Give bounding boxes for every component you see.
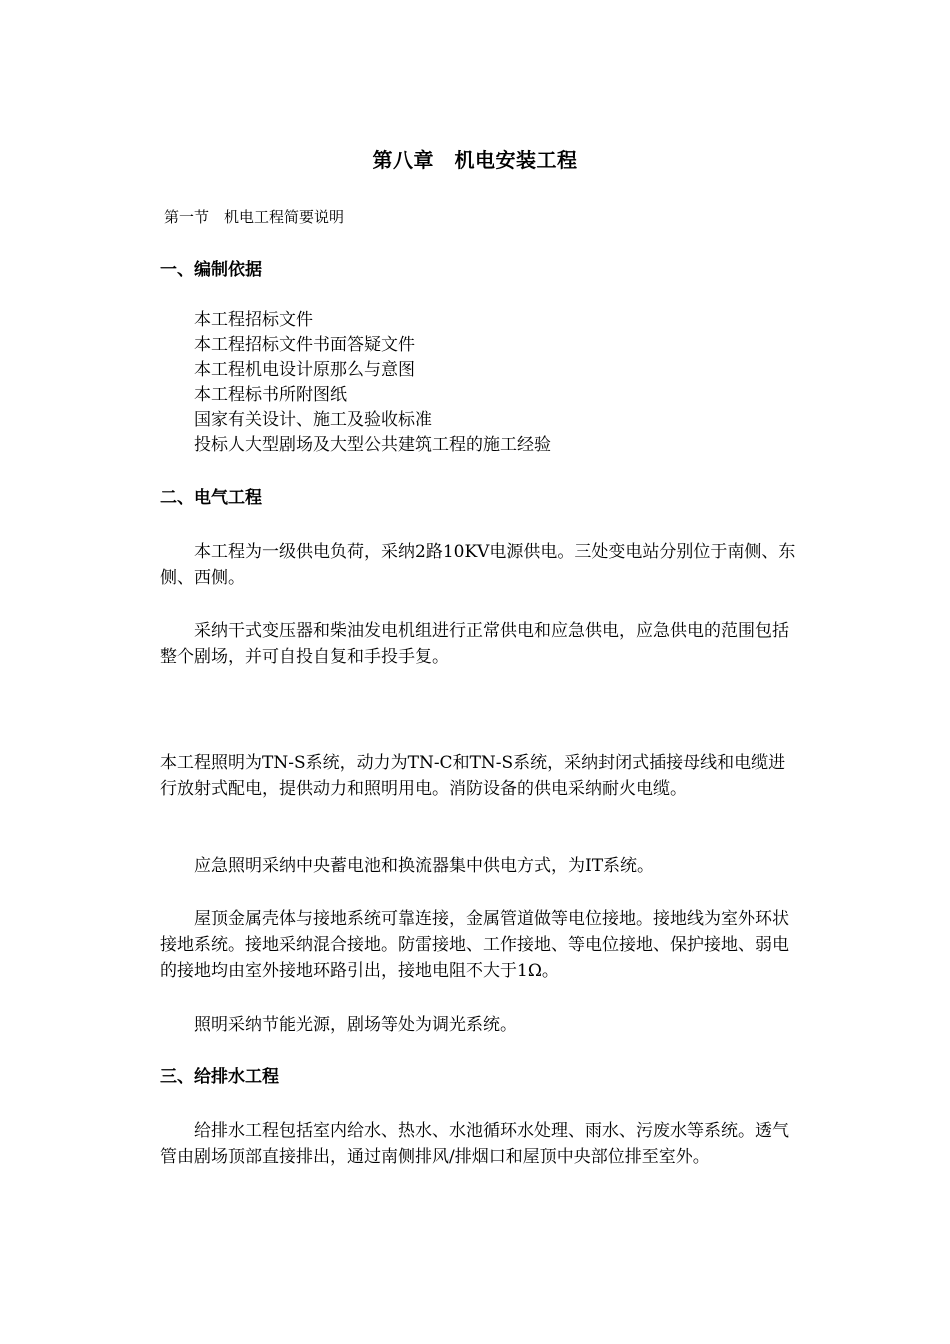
heading-plumbing: 三、给排水工程: [160, 1067, 279, 1087]
section-title: 第一节 机电工程简要说明: [164, 208, 345, 226]
paragraph-lighting: 照明采纳节能光源，剧场等处为调光系统。: [194, 1015, 517, 1035]
list-item: 本工程招标文件书面答疑文件: [194, 335, 415, 355]
list-item: 本工程机电设计原那么与意图: [194, 360, 415, 380]
basis-list: [194, 308, 551, 458]
paragraph-emergency-lighting: 应急照明采纳中央蓄电池和换流器集中供电方式，为IT系统。: [194, 856, 655, 876]
paragraph-power-supply: 本工程为一级供电负荷，采纳2路10KV电源供电。三处变电站分别位于南侧、东侧、西侧。: [160, 542, 796, 588]
heading-compilation-basis: 一、编制依据: [160, 260, 262, 280]
list-item: 本工程招标文件: [194, 310, 313, 330]
paragraph-plumbing: 给排水工程包括室内给水、热水、水池循环水处理、雨水、污废水等系统。透气管由剧场顶部直接排出，通过南侧排风/排烟口和屋顶中央部位排至室外。: [160, 1121, 789, 1167]
list-item: 国家有关设计、施工及验收标准: [194, 410, 432, 430]
paragraph-emergency-supply: 采纳干式变压器和柴油发电机组进行正常供电和应急供电，应急供电的范围包括整个剧场，并可自投自复和手投手复。: [160, 621, 789, 667]
list-item: 本工程标书所附图纸: [194, 385, 347, 405]
list-item: 投标人大型剧场及大型公共建筑工程的施工经验: [194, 435, 551, 455]
paragraph-distribution-system: 本工程照明为TN-S系统，动力为TN-C和TN-S系统，采纳封闭式插接母线和电缆进行放射式配电，提供动力和照明用电。消防设备的供电采纳耐火电缆。: [160, 753, 786, 799]
heading-electrical: 二、电气工程: [160, 488, 262, 508]
paragraph-grounding: 屋顶金属壳体与接地系统可靠连接，金属管道做等电位接地。接地线为室外环状接地系统。接地采纳混合接地。防雷接地、工作接地、等电位接地、保护接地、弱电的接地均由室外接地环路引出，接地电阻不大于1Ω。: [160, 909, 789, 981]
chapter-title: 第八章 机电安装工程: [372, 148, 578, 172]
